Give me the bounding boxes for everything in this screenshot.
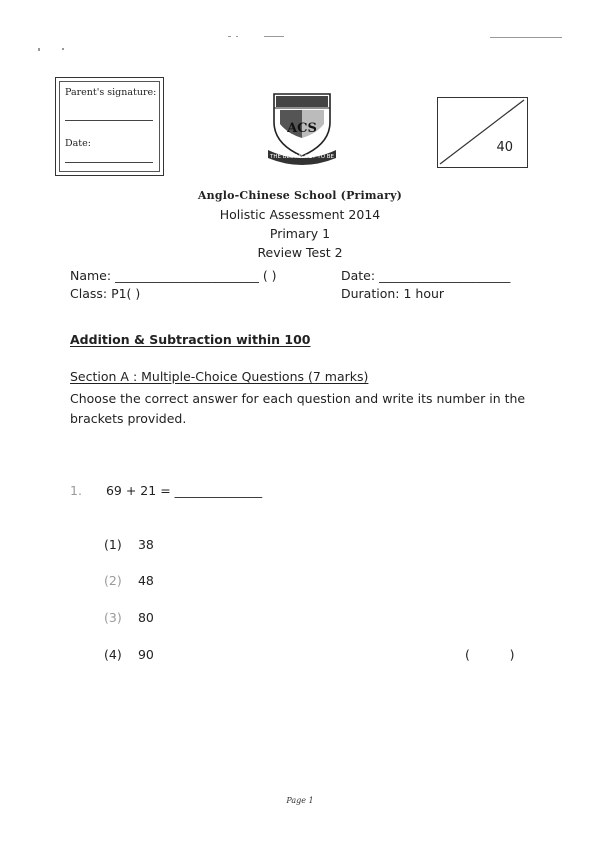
date-blank[interactable]: _____________________ — [379, 268, 511, 283]
marks-box — [437, 97, 528, 168]
parent-date-label: Date: — [65, 138, 91, 149]
crest-motto: THE BEST IS YET TO BE — [269, 154, 335, 160]
level-title: Primary 1 — [269, 226, 331, 241]
duration: Duration: 1 hour — [341, 286, 445, 301]
index-number-brackets: ( ) — [262, 268, 277, 283]
signature-line — [65, 120, 153, 121]
option-value: 90 — [137, 647, 154, 662]
option-number: (3) — [104, 610, 122, 625]
class-field — [70, 286, 140, 301]
option-value: 38 — [137, 537, 154, 552]
scan-artifacts — [0, 0, 600, 60]
name-field-row — [70, 268, 277, 283]
school-crest-logo — [266, 88, 338, 166]
total-marks: 40 — [496, 140, 513, 155]
answer-brackets[interactable]: ( ) — [465, 647, 515, 662]
topic-title: Addition & Subtraction within 100 — [70, 332, 311, 347]
crest-monogram: ACS — [287, 121, 317, 136]
option-value: 48 — [137, 573, 154, 588]
class-label: Class: P1( ) — [70, 286, 141, 301]
option-2 — [104, 573, 154, 588]
name-blank[interactable]: _______________________ — [115, 268, 259, 283]
name-label: Name: — [70, 268, 112, 283]
parent-signature-label: Parent's signature: — [65, 87, 157, 98]
answer-blank[interactable]: ______________ — [174, 483, 263, 498]
option-3 — [104, 610, 154, 625]
date-label: Date: — [341, 268, 376, 283]
question-number: 1. — [70, 483, 82, 498]
question-prompt: 69 + 21 = — [105, 483, 171, 498]
option-number: (2) — [104, 573, 122, 588]
section-instructions: Choose the correct answer for each question and write its number in the brackets provided. — [70, 391, 526, 426]
test-title: Review Test 2 — [257, 245, 343, 260]
section-title: Section A : Multiple-Choice Questions (7 marks) — [70, 369, 369, 384]
date-field-row — [341, 268, 510, 283]
parent-signature-box — [55, 77, 164, 176]
option-number: (4) — [104, 647, 122, 662]
marks-diagonal-line — [438, 98, 526, 166]
parent-date-line — [65, 162, 153, 163]
option-value: 80 — [137, 610, 154, 625]
assessment-title: Holistic Assessment 2014 — [219, 207, 381, 222]
option-1 — [104, 537, 154, 552]
school-name: Anglo-Chinese School (Primary) — [197, 189, 403, 202]
page-number: Page 1 — [286, 796, 314, 805]
question-1 — [70, 483, 262, 498]
option-4 — [104, 647, 154, 662]
option-number: (1) — [104, 537, 122, 552]
